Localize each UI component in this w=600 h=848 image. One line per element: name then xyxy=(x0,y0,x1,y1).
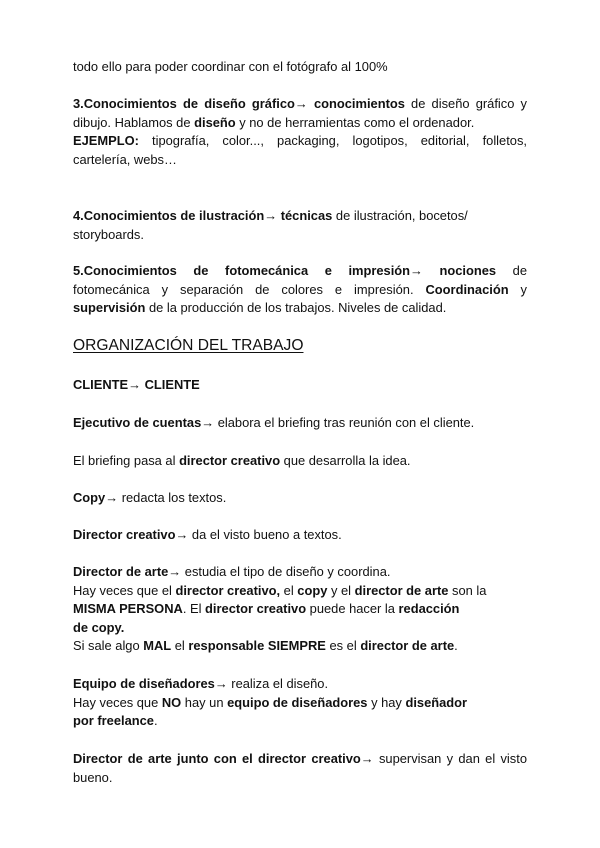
item-3-text-2: y no de herramientas como el ordenador. xyxy=(235,114,475,130)
example-label: EJEMPLO: xyxy=(73,133,139,149)
item-5-text-1: de fotomecánica y separación de colores e impresión. xyxy=(73,263,528,297)
final-paragraph xyxy=(73,750,527,787)
da-l2c: el xyxy=(280,582,298,598)
item-3-paragraph xyxy=(73,95,527,169)
item-5-key-2: Coordinación xyxy=(425,281,509,297)
da-l5f: director de arte xyxy=(360,638,455,654)
director-arte-paragraph xyxy=(73,563,527,656)
item-4-text: de ilustración, bocetos/ storyboards. xyxy=(73,208,468,242)
eq-l2d: equipo de diseñadores xyxy=(227,694,368,710)
eq-l2f: diseñador xyxy=(405,694,468,710)
client-line xyxy=(73,376,527,395)
item-5-paragraph xyxy=(73,262,527,318)
final-term: Director de arte junto con el director creativo xyxy=(73,751,361,766)
equipo-term: Equipo de diseñadores xyxy=(73,676,215,691)
da-l3b: . El xyxy=(182,601,206,617)
item-5-text-3: de la producción de los trabajos. Niveles de calidad. xyxy=(145,300,447,316)
ejecutivo-paragraph xyxy=(73,414,527,433)
director-creativo-term: Director creativo xyxy=(73,527,176,542)
final-text: → supervisan y dan el visto bueno. xyxy=(73,751,527,785)
copy-term: Copy xyxy=(73,490,106,505)
da-l3c: director creativo xyxy=(205,601,307,617)
da-l2g: son la xyxy=(448,582,487,598)
eq-l3: por freelance xyxy=(73,713,154,729)
item-5-text-2: y xyxy=(508,281,527,297)
item-5-key-3: supervisión xyxy=(73,300,146,316)
example-text: tipografía, color..., packaging, logotipos, editorial, folletos, cartelería, webs… xyxy=(73,133,527,167)
da-l5e: es el xyxy=(325,638,361,654)
da-l3d: puede hacer la xyxy=(306,601,399,617)
eq-l2c: hay un xyxy=(181,694,228,710)
equipo-line-1 xyxy=(73,675,527,694)
da-l2b: director creativo, xyxy=(175,582,281,598)
director-creativo-text: → da el visto bueno a textos. xyxy=(175,527,342,542)
briefing-text-2: que desarrolla la idea. xyxy=(280,453,411,468)
eq-l2b: NO xyxy=(161,694,182,710)
briefing-text-1: El briefing pasa al xyxy=(73,453,180,468)
da-l5a: Si sale algo xyxy=(73,638,144,654)
da-l2d: copy xyxy=(297,582,328,598)
item-3-key: conocimientos xyxy=(313,96,405,111)
intro-paragraph xyxy=(73,58,527,77)
item-3-text-1: de diseño gráfico y dibujo. Hablamos de xyxy=(73,96,527,130)
item-4-key: técnicas xyxy=(277,208,333,223)
da-l5c: el xyxy=(171,638,189,654)
briefing-term: director creativo xyxy=(179,453,281,468)
director-arte-line-3 xyxy=(73,600,527,619)
director-arte-line-2 xyxy=(73,582,527,601)
item-5-key: nociones xyxy=(422,263,497,278)
eq-l2e: y hay xyxy=(367,694,406,710)
intro-text: todo ello para poder coordinar con el fotógrafo al 100% xyxy=(73,59,388,74)
director-arte-text: → estudia el tipo de diseño y coordina. xyxy=(168,564,391,579)
item-3-title: 3.Conocimientos de diseño gráfico→ xyxy=(73,96,308,111)
da-l5b: MAL xyxy=(143,638,172,654)
equipo-line-3 xyxy=(73,712,527,731)
item-5-title: 5.Conocimientos de fotomecánica e impresión→ xyxy=(73,263,423,278)
director-creativo-paragraph xyxy=(73,526,527,545)
section-heading xyxy=(73,337,527,356)
section-heading-text: ORGANIZACIÓN DEL TRABAJO xyxy=(73,337,304,354)
ejecutivo-term: Ejecutivo de cuentas xyxy=(73,415,202,430)
da-l4: de copy. xyxy=(73,619,125,635)
item-4-paragraph xyxy=(73,207,527,244)
equipo-text: → realiza el diseño. xyxy=(214,676,329,691)
da-l3a: MISMA PERSONA xyxy=(73,601,183,617)
da-l2e: y el xyxy=(327,582,355,598)
equipo-paragraph xyxy=(73,675,527,731)
item-3-key-2: diseño xyxy=(194,114,236,130)
director-arte-line-1 xyxy=(73,563,527,582)
director-arte-line-5 xyxy=(73,637,527,656)
client-line-text: CLIENTE→ CLIENTE xyxy=(73,377,200,392)
eq-l3b: . xyxy=(153,713,158,729)
briefing-paragraph xyxy=(73,452,527,471)
equipo-line-2 xyxy=(73,694,527,713)
da-l2a: Hay veces que el xyxy=(73,582,176,598)
director-arte-line-4 xyxy=(73,619,527,638)
ejecutivo-text: → elabora el briefing tras reunión con el cliente. xyxy=(201,415,475,430)
da-l5d: responsable SIEMPRE xyxy=(188,638,326,654)
da-l3e: redacción xyxy=(398,601,460,617)
eq-l2a: Hay veces que xyxy=(73,694,162,710)
da-l5g: . xyxy=(454,638,458,654)
director-arte-term: Director de arte xyxy=(73,564,169,579)
item-4-title: 4.Conocimientos de ilustración→ xyxy=(73,208,278,223)
copy-paragraph xyxy=(73,489,527,508)
copy-text: → redacta los textos. xyxy=(105,490,227,505)
da-l2f: director de arte xyxy=(354,582,449,598)
